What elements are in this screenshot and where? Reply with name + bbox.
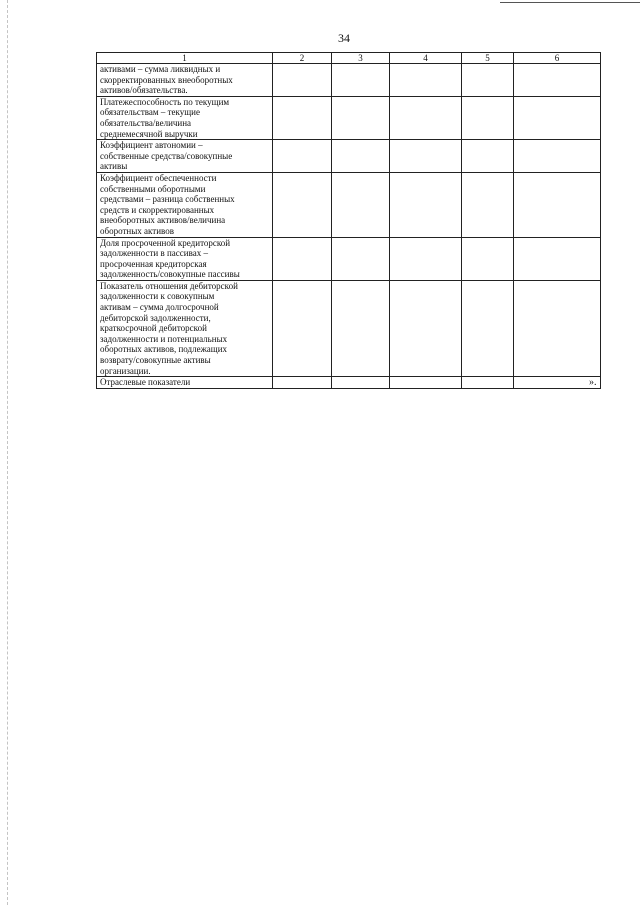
top-edge-rule — [500, 2, 640, 3]
column-header-1: 1 — [97, 53, 273, 64]
indicator-label: Коэффициент обеспеченности собственными оборотными средствами – разница собственных средств и скорректированных внеоборотных активов/величина оборотных активов — [100, 172, 235, 236]
value-cell — [514, 280, 601, 376]
value-cell — [332, 140, 390, 173]
value-cell — [462, 237, 514, 280]
value-cell — [514, 377, 601, 389]
value-cell — [390, 377, 462, 389]
indicators-table — [96, 52, 601, 389]
table-header-row — [97, 53, 601, 64]
value-cell — [462, 377, 514, 389]
value-cell — [462, 140, 514, 173]
value-cell — [273, 280, 332, 376]
column-header-6: 6 — [514, 53, 601, 64]
column-header-4: 4 — [390, 53, 462, 64]
column-header-5: 5 — [462, 53, 514, 64]
value-cell — [514, 237, 601, 280]
value-cell — [514, 96, 601, 139]
value-cell — [514, 64, 601, 97]
value-cell — [514, 172, 601, 237]
value-cell — [332, 377, 390, 389]
value-cell — [273, 377, 332, 389]
value-cell — [273, 172, 332, 237]
value-cell — [332, 64, 390, 97]
value-cell — [462, 96, 514, 139]
value-cell — [273, 64, 332, 97]
table-row — [97, 237, 601, 280]
value-cell — [332, 280, 390, 376]
value-cell — [462, 64, 514, 97]
table-row — [97, 377, 601, 389]
page-number: 34 — [338, 31, 350, 45]
value-cell — [514, 140, 601, 173]
value-cell — [273, 237, 332, 280]
closing-quote-mark: ». — [589, 377, 597, 388]
indicator-label: Коэффициент автономии – собственные средства/совокупные активы — [100, 140, 233, 172]
table-row — [97, 96, 601, 139]
value-cell — [332, 96, 390, 139]
value-cell — [390, 64, 462, 97]
value-cell — [273, 96, 332, 139]
value-cell — [332, 172, 390, 237]
value-cell — [390, 96, 462, 139]
value-cell — [390, 237, 462, 280]
indicator-label: Показатель отношения дебиторской задолженности к совокупным активам – сумма долгосрочной дебиторской задолженности, краткосрочной дебиторской задолженности и потенциальных оборотных активов, подлежащих возврату/совокупные активы организации. — [100, 280, 238, 376]
value-cell — [332, 237, 390, 280]
table-row — [97, 64, 601, 97]
indicator-label: Отраслевые показатели — [100, 377, 191, 388]
value-cell — [390, 280, 462, 376]
column-header-3: 3 — [332, 53, 390, 64]
value-cell — [273, 140, 332, 173]
indicator-label: Платежеспособность по текущим обязательствам – текущие обязательства/величина среднемесячной выручки — [100, 96, 230, 139]
table-row — [97, 140, 601, 173]
indicator-label: Доля просроченной кредиторской задолженности в пассивах – просроченная кредиторская задолженность/совокупные пассивы — [100, 237, 240, 280]
table-row — [97, 172, 601, 237]
column-header-2: 2 — [273, 53, 332, 64]
scan-left-edge — [7, 0, 8, 905]
value-cell — [462, 172, 514, 237]
value-cell — [462, 280, 514, 376]
value-cell — [390, 140, 462, 173]
indicator-label: активами – сумма ликвидных и скорректированных внеоборотных активов/обязательства. — [100, 64, 233, 96]
table-row — [97, 280, 601, 376]
value-cell — [390, 172, 462, 237]
